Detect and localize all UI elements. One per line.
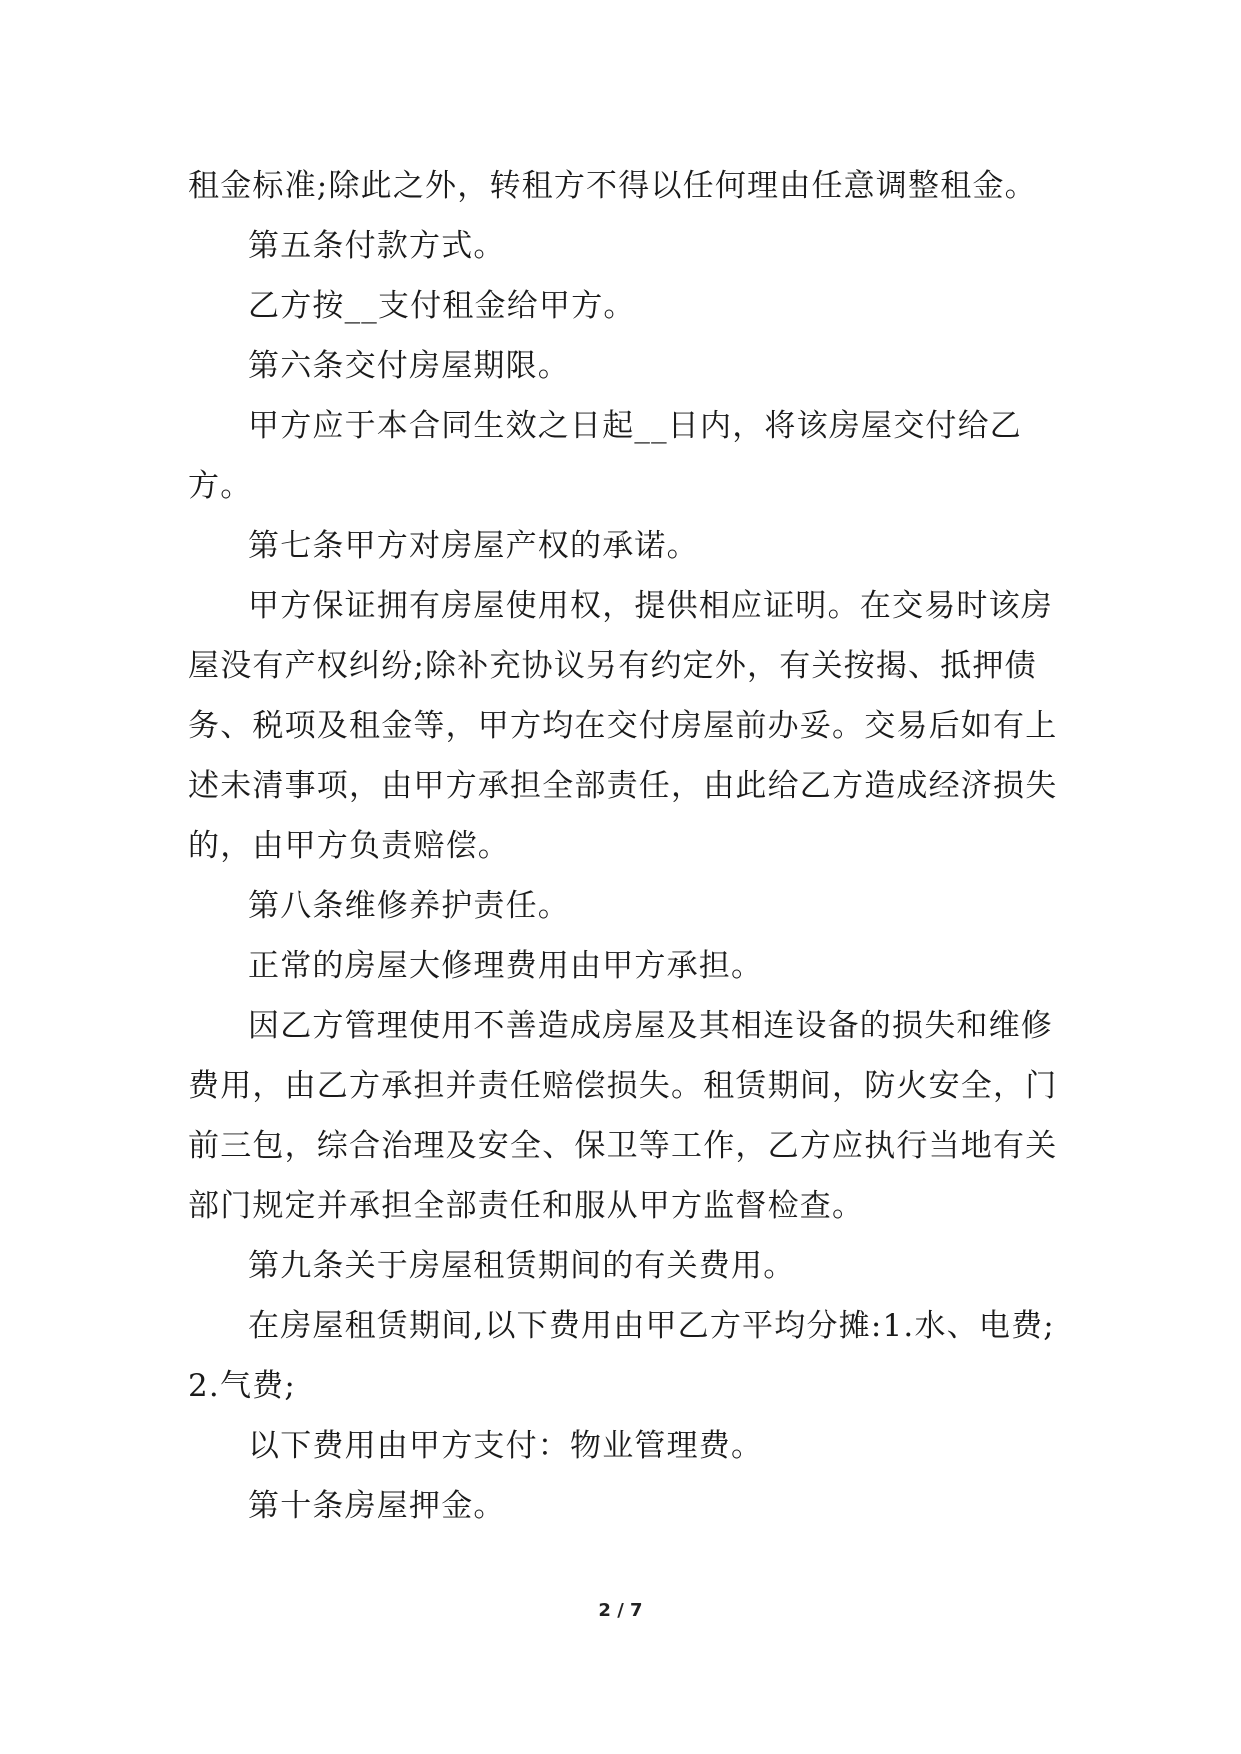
paragraph: 第六条交付房屋期限。 [248, 348, 570, 384]
paragraph: 乙方按__支付租金给甲方。 [248, 288, 636, 324]
paragraph: 第五条付款方式。 [248, 228, 506, 264]
paragraph: 第九条关于房屋租赁期间的有关费用。 [248, 1248, 796, 1284]
paragraph: 租金标准;除此之外，转租方不得以任何理由任意调整租金。 [188, 168, 1037, 204]
paragraph: 因乙方管理使用不善造成房屋及其相连设备的损失和维修费用，由乙方承担并责任赔偿损失。租赁期间，防火安全，门前三包，综合治理及安全、保卫等工作，乙方应执行当地有关部门规定并承担全部责任和服从甲方监督检查。 [188, 1008, 1058, 1224]
paragraph: 第七条甲方对房屋产权的承诺。 [248, 528, 699, 564]
document-body [188, 156, 1068, 1536]
paragraph: 第八条维修养护责任。 [248, 888, 570, 924]
paragraph: 正常的房屋大修理费用由甲方承担。 [248, 948, 764, 984]
paragraph: 甲方保证拥有房屋使用权，提供相应证明。在交易时该房屋没有产权纠纷;除补充协议另有约定外，有关按揭、抵押债务、税项及租金等，甲方均在交付房屋前办妥。交易后如有上述未清事项，由甲方承担全部责任，由此给乙方造成经济损失的，由甲方负责赔偿。 [188, 588, 1058, 864]
page-number: 2 / 7 [598, 1600, 643, 1621]
paragraph: 甲方应于本合同生效之日起__日内，将该房屋交付给乙方。 [188, 408, 1022, 504]
paragraph: 在房屋租赁期间,以下费用由甲乙方平均分摊:1.水、电费;2.气费; [188, 1308, 1055, 1404]
paragraph: 第十条房屋押金。 [248, 1488, 506, 1524]
paragraph: 以下费用由甲方支付：物业管理费。 [248, 1428, 764, 1464]
